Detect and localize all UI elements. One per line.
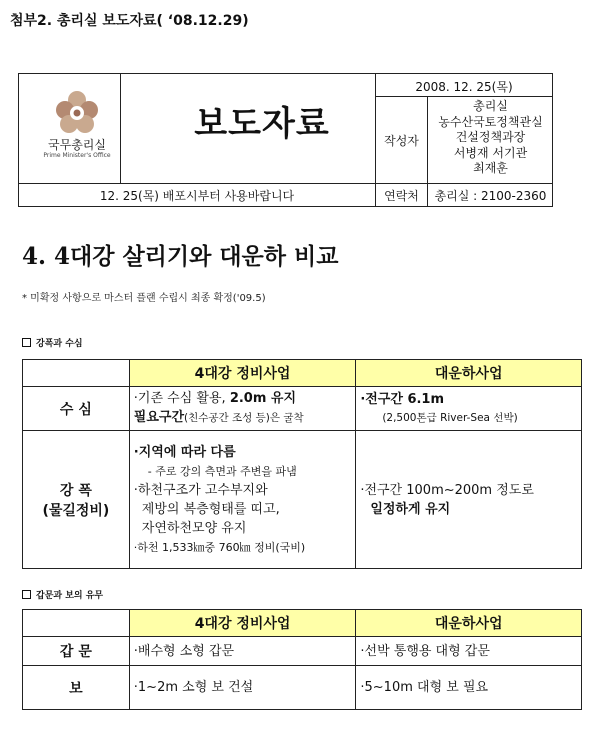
depth-b-value: ·전구간 6.1m bbox=[360, 391, 445, 407]
checkbox-square-icon bbox=[22, 338, 31, 347]
lock-canal: ·선박 통행용 대형 갑문 bbox=[356, 637, 582, 666]
width-depth-table bbox=[22, 359, 582, 569]
width-b-line: ·전구간 100m~200m 정도로 bbox=[360, 482, 534, 498]
table-corner bbox=[23, 360, 130, 387]
table1-heading-text: 강폭과 수심 bbox=[36, 339, 83, 349]
office-name: 국무총리실 bbox=[48, 138, 106, 152]
column-header-4rivers: 4대강 정비사업 bbox=[129, 360, 356, 387]
author-label: 작성자 bbox=[384, 134, 419, 148]
depth-4rivers bbox=[129, 387, 356, 431]
width-label-sub: (물길정비) bbox=[42, 502, 110, 519]
depth-a-value: 2.0m 유지 bbox=[229, 391, 297, 406]
table1-heading bbox=[22, 336, 83, 349]
section-title: 4. 4대강 살리기와 대운하 비교 bbox=[22, 243, 339, 270]
width-a-line: 자연하천모양 유지 bbox=[141, 520, 247, 536]
release-date: 2008. 12. 25(목) bbox=[415, 80, 513, 94]
office-name-english: Prime Minister's Office bbox=[43, 152, 111, 159]
officials-list bbox=[428, 99, 553, 177]
column-header-canal: 대운하사업 bbox=[356, 610, 582, 637]
depth-a-detail: (친수공간 조성 등)은 굴착 bbox=[184, 412, 304, 424]
official-line: 농수산국토정책관실 bbox=[438, 114, 543, 129]
row-label-depth: 수 심 bbox=[23, 387, 130, 431]
width-label: 강 폭 bbox=[59, 482, 92, 499]
official-line: 건설정책과장 bbox=[455, 130, 526, 144]
depth-canal bbox=[356, 387, 582, 431]
official-line: 최재훈 bbox=[473, 161, 508, 175]
tentative-note: * 미확정 사항으로 마스터 플랜 수립시 최종 확정('09.5) bbox=[22, 293, 266, 304]
row-label-width bbox=[23, 431, 130, 569]
width-canal bbox=[356, 431, 582, 569]
official-line: 서병재 서기관 bbox=[453, 145, 528, 160]
office-logo bbox=[53, 90, 101, 136]
width-4rivers bbox=[129, 431, 356, 569]
lock-4rivers: ·배수형 소형 갑문 bbox=[129, 637, 356, 666]
width-a-line: ·하천구조가 고수부지와 bbox=[133, 482, 268, 498]
weir-4rivers: ·1~2m 소형 보 건설 bbox=[129, 666, 356, 710]
checkbox-square-icon bbox=[22, 590, 31, 599]
weir-canal: ·5~10m 대형 보 필요 bbox=[356, 666, 582, 710]
table2-heading-text: 갑문과 보의 유무 bbox=[36, 591, 104, 601]
depth-a-text: ·기존 수심 활용, bbox=[133, 391, 226, 406]
mugunghwa-emblem-icon bbox=[53, 90, 101, 136]
contact-label: 연락처 bbox=[384, 189, 419, 203]
contact-value: 총리실 : 2100-2360 bbox=[434, 189, 547, 203]
width-a-line: - 주로 강의 측면과 주변을 파냄 bbox=[147, 464, 297, 478]
document-title: 보도자료 bbox=[194, 104, 330, 144]
row-label-weir: 보 bbox=[23, 666, 130, 710]
release-embargo-note: 12. 25(목) 배포시부터 사용바랍니다 bbox=[99, 189, 295, 203]
column-header-4rivers: 4대강 정비사업 bbox=[129, 610, 356, 637]
width-a-line: ·하천 1,533㎞중 760㎞ 정비(국비) bbox=[133, 540, 306, 554]
depth-b-detail: (2,500톤급 River-Sea 선박) bbox=[382, 411, 518, 424]
attachment-title: 첨부2. 총리실 보도자료( ‘08.12.29) bbox=[10, 13, 249, 29]
column-header-canal: 대운하사업 bbox=[356, 360, 582, 387]
official-line: 총리실 bbox=[473, 99, 508, 113]
width-a-line: 제방의 복층형태를 띠고, bbox=[141, 501, 280, 517]
row-label-lock: 갑 문 bbox=[23, 637, 130, 666]
lock-weir-table bbox=[22, 609, 582, 710]
press-release-header bbox=[18, 73, 553, 207]
width-b-line: 일정하게 유지 bbox=[370, 501, 451, 517]
width-a-line: ·지역에 따라 다름 bbox=[133, 444, 236, 460]
depth-a-section: 필요구간 bbox=[133, 410, 185, 425]
table-corner bbox=[23, 610, 130, 637]
table2-heading bbox=[22, 588, 103, 601]
